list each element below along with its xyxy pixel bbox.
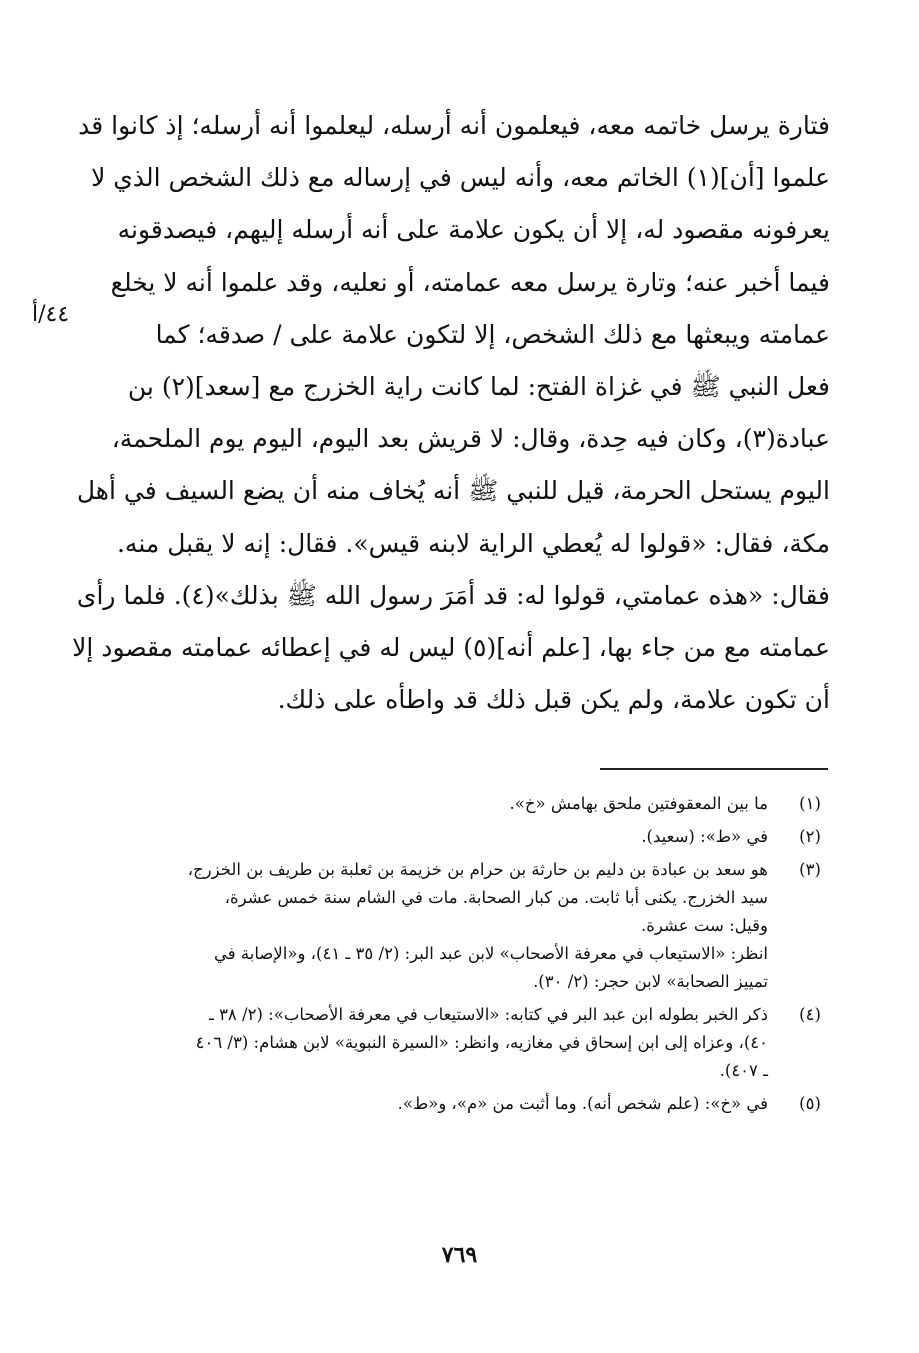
footnote [110, 823, 830, 851]
footnotes [110, 790, 830, 1123]
footnote-number: (١) [799, 794, 821, 813]
text-line: فعل النبي ﷺ في غزاة الفتح: لما كانت راية الخزرج مع [سعد](٢) بن [127, 372, 830, 402]
footnote-line: وقيل: ست عشرة. [641, 916, 768, 935]
footnote-number: (٣) [799, 860, 821, 879]
footnote-line: ما بين المعقوفتين ملحق بهامش «خ». [509, 794, 768, 813]
footnote [110, 856, 830, 996]
text-line: فقال: «هذه عمامتي، قولوا له: قد أمَرَ رسول الله ﷺ بذلك»(٤). فلما رأى [76, 580, 830, 610]
footnote-line: في «خ»: (علم شخص أنه). وما أثبت من «م»، و«ط». [397, 1094, 768, 1113]
text-line: علموا [أن](١) الخاتم معه، وأنه ليس في إرساله مع ذلك الشخص الذي لا [91, 163, 830, 193]
page-number: ٧٦٩ [441, 1242, 478, 1268]
footnote-number: (٥) [799, 1094, 821, 1113]
footnote [110, 1001, 830, 1085]
text-line: فيما أخبر عنه؛ وتارة يرسل معه عمامته، أو نعليه، وقد علموا أنه لا يخلع [110, 267, 830, 297]
footnote-line: ٤٠)، وعزاه إلى ابن إسحاق في مغازيه، وانظر: «السيرة النبوية» لابن هشام: (٣/ ٤٠٦ [195, 1033, 768, 1052]
footnote-line: تمييز الصحابة» لابن حجر: (٢/ ٣٠). [533, 972, 768, 991]
footnote-line: انظر: «الاستيعاب في معرفة الأصحاب» لابن عبد البر: (٢/ ٣٥ ـ ٤١)، و«الإصابة في [214, 944, 768, 963]
main-text [72, 100, 830, 726]
text-line: يعرفونه مقصود له، إلا أن يكون علامة على أنه أرسله إليهم، فيصدقونه [117, 215, 830, 245]
footnote-line: سيد الخزرج. يكنى أبا ثابت. من كبار الصحابة. مات في الشام سنة خمس عشرة، [224, 888, 768, 907]
text-line: فتارة يرسل خاتمه معه، فيعلمون أنه أرسله، ليعلموا أنه أرسله؛ إذ كانوا قد [78, 111, 830, 140]
footnote-line: في «ط»: (سعيد). [641, 827, 768, 846]
text-line: عمامته مع من جاء بها، [علم أنه](٥) ليس له في إعطائه عمامته مقصود إلا [72, 633, 830, 663]
footnote [110, 790, 830, 818]
footnote-line: ـ ٤٠٧). [719, 1061, 768, 1080]
footnote [110, 1090, 830, 1118]
text-line: أن تكون علامة، ولم يكن قبل ذلك قد واطأه على ذلك. [277, 685, 830, 715]
footnote-number: (٤) [799, 1005, 821, 1024]
text-line: عبادة(٣)، وكان فيه حِدة، وقال: لا قريش بعد اليوم، اليوم يوم الملحمة، [111, 424, 830, 454]
footnote-separator [600, 768, 828, 770]
text-line: اليوم يستحل الحرمة، قيل للنبي ﷺ أنه يُخاف منه أن يضع السيف في أهل [76, 476, 830, 506]
manuscript-folio-marker: ٤٤/أ [32, 302, 70, 327]
text-line: عمامته ويبعثها مع ذلك الشخص، إلا لتكون علامة على / صدقه؛ كما [155, 319, 830, 349]
text-line: مكة، فقال: «قولوا له يُعطي الراية لابنه قيس». فقال: إنه لا يقبل منه. [116, 528, 830, 558]
footnote-number: (٢) [799, 827, 821, 846]
footnote-line: هو سعد بن عبادة بن دليم بن حارثة بن حرام بن خزيمة بن ثعلبة بن طريف بن الخزرج، [187, 860, 768, 879]
footnote-line: ذكر الخبر بطوله ابن عبد البر في كتابه: «الاستيعاب في معرفة الأصحاب»: (٢/ ٣٨ ـ [208, 1005, 768, 1024]
